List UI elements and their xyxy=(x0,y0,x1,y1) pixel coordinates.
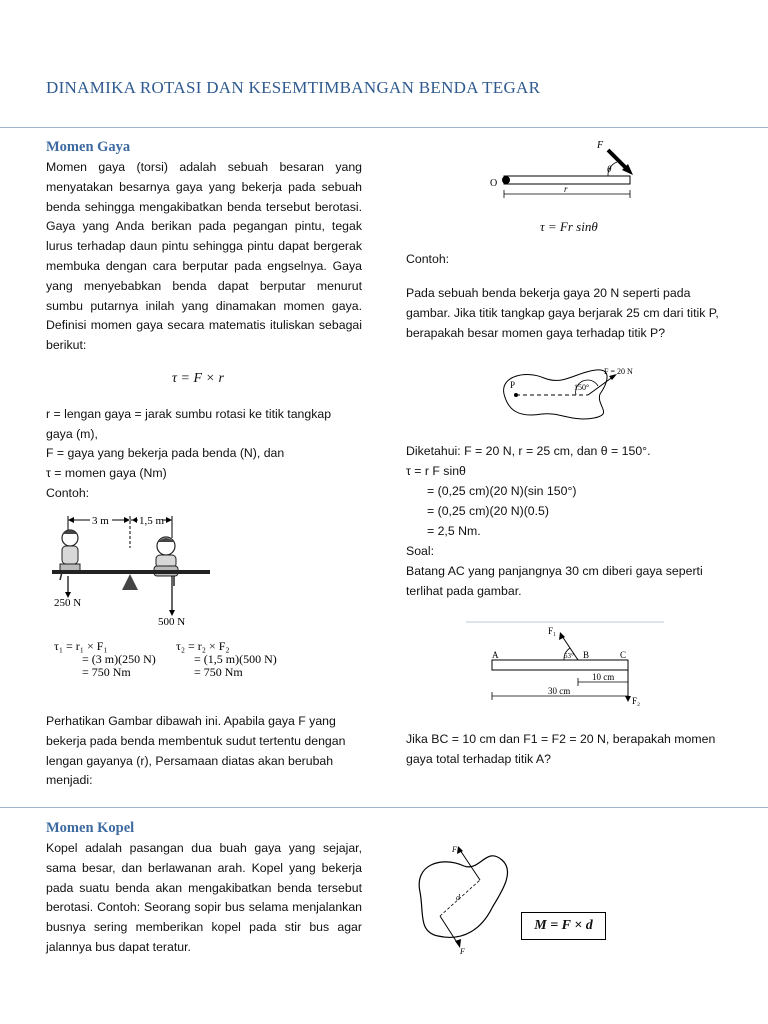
child-right-icon xyxy=(154,537,178,586)
couple-figure xyxy=(408,836,518,958)
step-2: = (0,25 cm)(20 N)(sin 150°) xyxy=(427,484,577,498)
formula-kopel: M = F × d xyxy=(534,918,593,933)
couple-f-bottom-label: F xyxy=(460,947,465,956)
bar-c-label: C xyxy=(620,650,627,660)
bar-ac-label: 30 cm xyxy=(548,686,571,696)
note-paragraph: Perhatikan Gambar dibawah ini. Apabila gaya F yang bekerja pada benda membentuk sudut tertentu dengan lengan gayanya (r), Persamaan diatas akan berubah menjadi: xyxy=(46,714,346,788)
calc2-line2: = (1,5 m)(500 N) xyxy=(194,652,277,666)
divider-top xyxy=(0,127,768,128)
rod-force-label: F xyxy=(597,140,604,151)
blob-force-figure xyxy=(496,364,646,424)
rod-theta-label: θ xyxy=(607,164,612,174)
calc2-line3: = 750 Nm xyxy=(194,665,243,679)
calc2-line1: τ₂ = r₂ × F₂ xyxy=(176,639,230,653)
blob-force-label: F = 20 N xyxy=(604,367,633,376)
step-3: = (0,25 cm)(20 N)(0.5) xyxy=(427,504,549,518)
bar-bc-label: 10 cm xyxy=(592,672,615,682)
diketahui-text: Diketahui: F = 20 N, r = 25 cm, dan θ = 150°. xyxy=(406,444,651,458)
momen-gaya-text: Momen gaya (torsi) adalah sebuah besaran yang menyatakan besarnya gaya yang bekerja pada sebuah benda sehingga mengakibatkan benda tersebut berotasi. Gaya yang Anda berikan pada pegangan pintu, tegak lurus terhadap daun pintu sehingga pintu dapat bergerak membuka dengan cara berputar pada engselnya. Gaya yang menyebabkan benda dapat berputar menurut sumbu putarnya inilah yang dinamakan momen gaya. Definisi momen gaya secara matematis ituliskan sebagai berikut: xyxy=(46,160,362,353)
bar-b-label: B xyxy=(583,650,590,660)
contoh-label-right: Contoh: xyxy=(406,252,450,266)
couple-f-top-label: F xyxy=(452,845,457,854)
heading-momen-gaya: Momen Gaya xyxy=(46,139,131,155)
seesaw-dist2-label: 1,5 m xyxy=(139,515,165,527)
rod-force-figure xyxy=(486,138,646,208)
question2-text: Jika BC = 10 cm dan F1 = F2 = 20 N, berapakah momen gaya total terhadap titik A? xyxy=(406,732,716,766)
divider-bottom xyxy=(0,807,768,808)
step-1: τ = r F sinθ xyxy=(406,464,466,478)
bar-angle-label: 53° xyxy=(564,652,574,660)
heading-momen-kopel: Momen Kopel xyxy=(46,820,135,836)
soal-label: Soal: xyxy=(406,544,435,558)
problem2-text: Batang AC yang panjangnya 30 cm diberi gaya seperti terlihat pada gambar. xyxy=(406,564,703,598)
blob-point-label: P xyxy=(510,380,516,390)
contoh-label-left: Contoh: xyxy=(46,486,90,500)
calc1-line1: τ₁ = r₁ × F₁ xyxy=(54,639,108,653)
seesaw-plank xyxy=(52,570,210,574)
bar-f2-label: F₂ xyxy=(632,696,641,706)
bar-ac-figure xyxy=(466,620,664,710)
formula-torque-sine: τ = Fr sinθ xyxy=(540,219,598,234)
seesaw-fulcrum xyxy=(122,574,138,590)
seesaw-w2-label: 500 N xyxy=(158,616,186,628)
bar-a-label: A xyxy=(492,650,499,660)
seesaw-dist1-label: 3 m xyxy=(92,515,109,527)
calc1-line3: = 750 Nm xyxy=(82,665,131,679)
rod-origin-label: O xyxy=(490,178,498,189)
blob-angle-label: 150° xyxy=(574,383,590,392)
step-4: = 2,5 Nm. xyxy=(427,524,481,538)
document-title: DINAMIKA ROTASI DAN KESEMTIMBANGAN BENDA TEGAR xyxy=(46,78,541,97)
problem1-text: Pada sebuah benda bekerja gaya 20 N seperti pada gambar. Jika titik tangkap gaya berjarak 25 cm dari titik P, berapakah besar momen gaya terhadap titik P? xyxy=(406,286,719,340)
definition-tau: τ = momen gaya (Nm) xyxy=(46,466,167,480)
definition-f: F = gaya yang bekerja pada benda (N), dan xyxy=(46,446,285,460)
momen-kopel-text: Kopel adalah pasangan dua buah gaya yang sejajar, sama besar, dan berlawanan arah. Kopel yang bekerja pada suatu benda akan mengakibatkan benda tersebut berotasi. Contoh: Seorang sopir bus selama menjalankan busnya sering memberikan kopel pada stir bus agar jalannya bus dapat teratur. xyxy=(46,841,362,954)
formula-kopel-box xyxy=(521,912,606,940)
definition-r: r = lengan gaya = jarak sumbu rotasi ke titik tangkap gaya (m), xyxy=(46,407,332,441)
bar-f1-label: F₁ xyxy=(548,626,557,636)
couple-d-label: d xyxy=(456,893,460,902)
momen-gaya-paragraph xyxy=(46,158,362,356)
rod-r-label: r xyxy=(564,184,568,194)
momen-kopel-paragraph xyxy=(46,839,362,958)
seesaw-figure xyxy=(48,508,310,688)
formula-torque: τ = F × r xyxy=(172,371,224,386)
seesaw-w1-label: 250 N xyxy=(54,597,82,609)
calc1-line2: = (3 m)(250 N) xyxy=(82,652,156,666)
